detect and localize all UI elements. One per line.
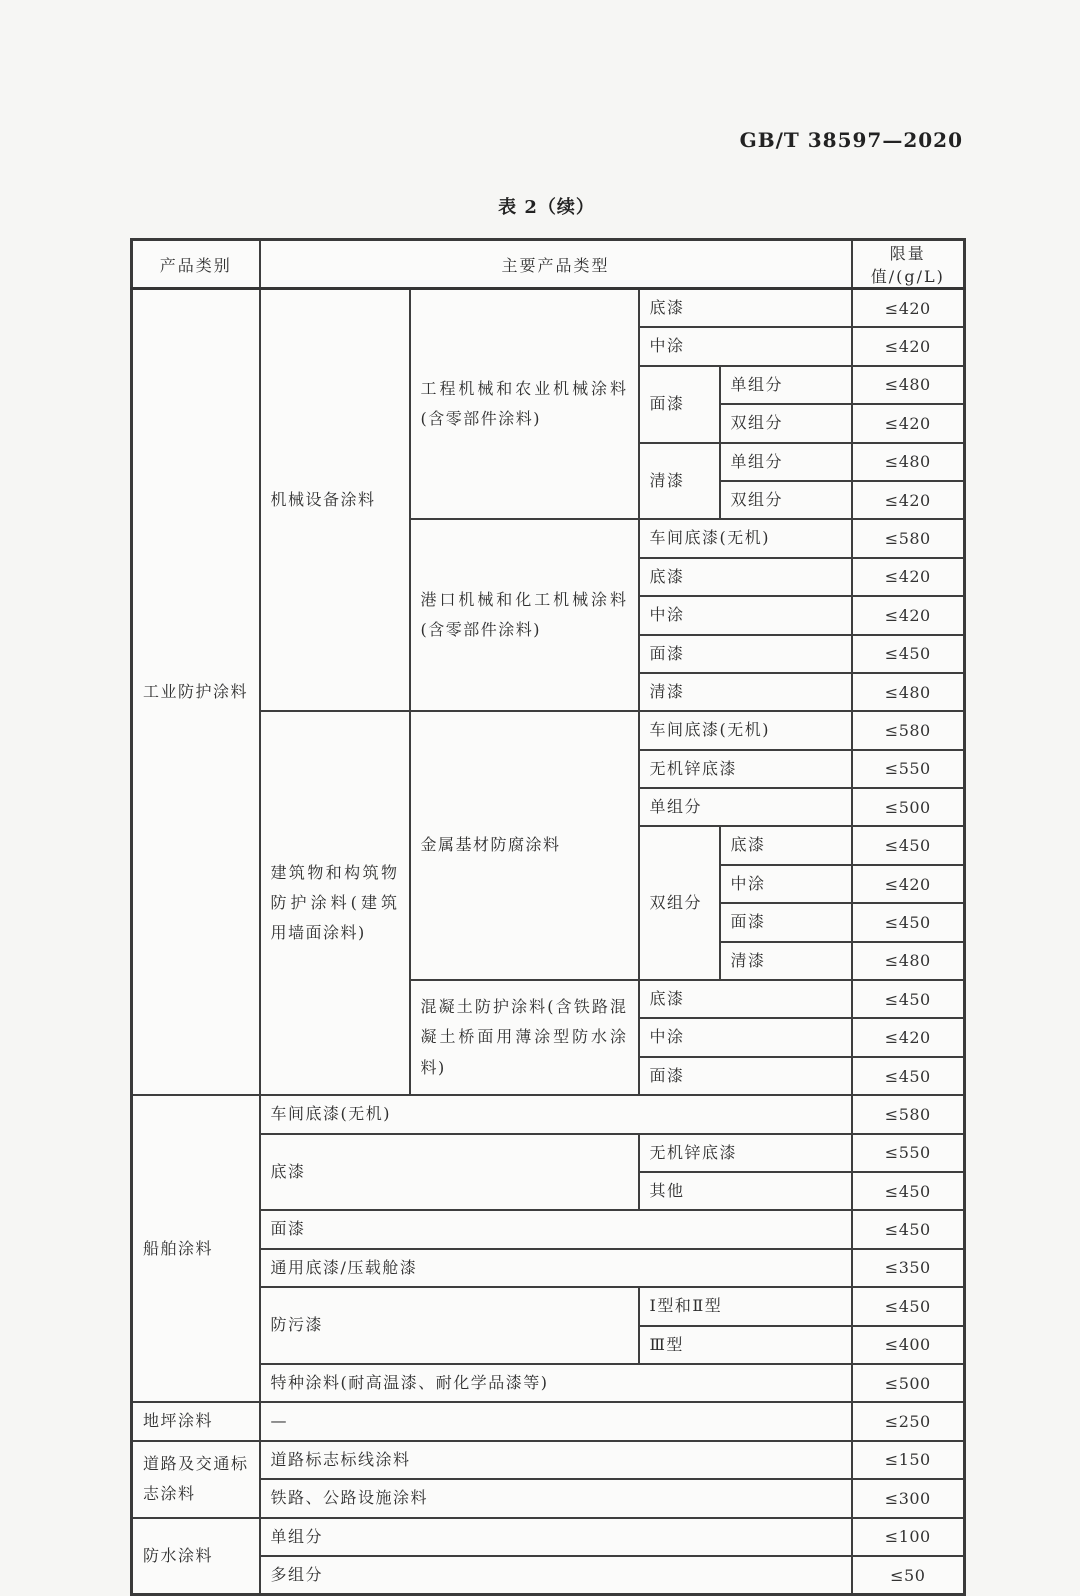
limit-value: ≤450 [852, 1287, 965, 1325]
product-cell: 铁路、公路设施涂料 [260, 1479, 852, 1517]
table-row [132, 289, 965, 328]
product-cell: 其他 [639, 1172, 852, 1210]
limit-value: ≤500 [852, 1364, 965, 1402]
voc-limit-table [130, 238, 966, 1596]
limit-value: ≤420 [852, 558, 965, 596]
limit-value: ≤550 [852, 750, 965, 788]
product-cell: Ⅲ型 [639, 1326, 852, 1364]
header-row [132, 240, 965, 289]
table-row [132, 1518, 965, 1556]
limit-value: ≤420 [852, 289, 965, 328]
limit-value: ≤420 [852, 865, 965, 903]
product-cell: 多组分 [260, 1556, 852, 1595]
product-cell: 双组分 [639, 826, 720, 980]
product-cell: 特种涂料(耐高温漆、耐化学品漆等) [260, 1364, 852, 1402]
product-cell: 混凝土防护涂料(含铁路混凝土桥面用薄涂型防水涂料) [410, 980, 639, 1095]
product-cell: 底漆 [720, 826, 852, 864]
product-cell: 底漆 [639, 289, 852, 328]
product-cell: 底漆 [639, 980, 852, 1018]
limit-value: ≤150 [852, 1441, 965, 1479]
product-cell: 车间底漆(无机) [639, 711, 852, 749]
product-cell: 单组分 [720, 443, 852, 481]
product-cell: 无机锌底漆 [639, 1134, 852, 1172]
product-cell: 清漆 [639, 443, 720, 520]
product-cell: 地坪涂料 [132, 1402, 260, 1440]
column-header-product-type: 主要产品类型 [260, 240, 852, 289]
limit-value: ≤480 [852, 942, 965, 980]
table-row [132, 1095, 965, 1133]
product-cell: 中涂 [639, 596, 852, 634]
limit-value: ≤350 [852, 1249, 965, 1287]
product-cell: Ⅰ型和Ⅱ型 [639, 1287, 852, 1325]
product-cell: 双组分 [720, 481, 852, 519]
limit-value: ≤480 [852, 443, 965, 481]
product-cell: 双组分 [720, 404, 852, 442]
product-cell: 中涂 [639, 327, 852, 365]
limit-value: ≤450 [852, 903, 965, 941]
product-cell: — [260, 1402, 852, 1440]
limit-value: ≤480 [852, 673, 965, 711]
limit-value: ≤420 [852, 1018, 965, 1056]
limit-value: ≤450 [852, 1057, 965, 1095]
product-cell: 防水涂料 [132, 1518, 260, 1595]
limit-value: ≤580 [852, 711, 965, 749]
product-cell: 港口机械和化工机械涂料(含零部件涂料) [410, 519, 639, 711]
limit-value: ≤450 [852, 1172, 965, 1210]
product-cell: 道路标志标线涂料 [260, 1441, 852, 1479]
product-cell: 单组分 [260, 1518, 852, 1556]
table-header [132, 240, 965, 289]
limit-value: ≤420 [852, 404, 965, 442]
product-cell: 工业防护涂料 [132, 289, 260, 1096]
product-cell: 面漆 [639, 1057, 852, 1095]
column-header-category: 产品类别 [132, 240, 260, 289]
product-cell: 车间底漆(无机) [260, 1095, 852, 1133]
limit-value: ≤450 [852, 980, 965, 1018]
product-cell: 面漆 [720, 903, 852, 941]
table-title: 表 2（续） [498, 197, 595, 218]
product-cell: 清漆 [720, 942, 852, 980]
table-row [132, 1441, 965, 1479]
product-cell: 面漆 [639, 635, 852, 673]
limit-value: ≤420 [852, 481, 965, 519]
column-header-limit: 限量值/(g/L) [852, 240, 965, 289]
table-row [132, 1402, 965, 1440]
limit-value: ≤250 [852, 1402, 965, 1440]
product-cell: 中涂 [639, 1018, 852, 1056]
product-cell: 面漆 [639, 366, 720, 443]
standard-number: GB/T 38597—2020 [739, 128, 963, 152]
product-cell: 单组分 [639, 788, 852, 826]
product-cell: 道路及交通标志涂料 [132, 1441, 260, 1518]
limit-value: ≤50 [852, 1556, 965, 1595]
limit-value: ≤580 [852, 519, 965, 557]
product-cell: 车间底漆(无机) [639, 519, 852, 557]
product-cell: 单组分 [720, 366, 852, 404]
product-cell: 底漆 [639, 558, 852, 596]
limit-value: ≤400 [852, 1326, 965, 1364]
limit-value: ≤500 [852, 788, 965, 826]
limit-value: ≤580 [852, 1095, 965, 1133]
product-cell: 通用底漆/压载舱漆 [260, 1249, 852, 1287]
limit-value: ≤100 [852, 1518, 965, 1556]
limit-value: ≤300 [852, 1479, 965, 1517]
product-cell: 金属基材防腐涂料 [410, 711, 639, 980]
product-cell: 机械设备涂料 [260, 289, 410, 712]
limit-value: ≤420 [852, 327, 965, 365]
product-cell: 建筑物和构筑物防护涂料(建筑用墙面涂料) [260, 711, 410, 1095]
limit-value: ≤480 [852, 366, 965, 404]
limit-value: ≤450 [852, 826, 965, 864]
product-cell: 船舶涂料 [132, 1095, 260, 1402]
product-cell: 无机锌底漆 [639, 750, 852, 788]
table-body [132, 289, 965, 1595]
limit-value: ≤420 [852, 596, 965, 634]
product-cell: 工程机械和农业机械涂料(含零部件涂料) [410, 289, 639, 520]
product-cell: 清漆 [639, 673, 852, 711]
limit-value: ≤450 [852, 1210, 965, 1248]
product-cell: 中涂 [720, 865, 852, 903]
product-cell: 防污漆 [260, 1287, 639, 1364]
product-cell: 面漆 [260, 1210, 852, 1248]
limit-value: ≤550 [852, 1134, 965, 1172]
product-cell: 底漆 [260, 1134, 639, 1211]
limit-value: ≤450 [852, 635, 965, 673]
